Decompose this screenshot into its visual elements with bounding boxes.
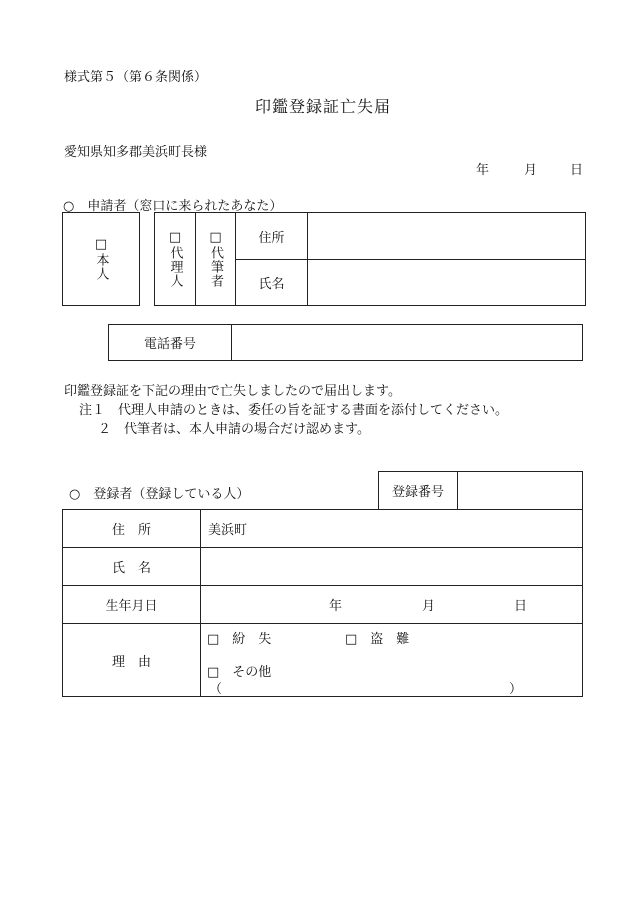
reason-stolen-checkbox[interactable]: □ 盗 難 bbox=[345, 632, 410, 647]
date-day-label: 日 bbox=[570, 163, 584, 178]
reg-number-field[interactable] bbox=[465, 472, 580, 509]
proxy-checkbox[interactable] bbox=[155, 213, 195, 305]
date-month-label: 月 bbox=[524, 163, 538, 178]
registrant-address-label: 住 所 bbox=[111, 523, 151, 538]
phone-field[interactable] bbox=[239, 325, 579, 360]
birth-label: 生年月日 bbox=[105, 599, 158, 614]
birth-month-label: 月 bbox=[422, 599, 436, 614]
scribe-label: □代筆者 bbox=[208, 230, 223, 288]
statement: 印鑑登録証を下記の理由で亡失しましたので届出します。 bbox=[64, 384, 401, 399]
registrant-name-label: 氏 名 bbox=[111, 561, 151, 576]
registrant-name-field[interactable] bbox=[208, 548, 578, 585]
applicant-name-field[interactable] bbox=[315, 260, 583, 305]
reason-open-paren: （ bbox=[209, 682, 223, 697]
proxy-label: □代理人 bbox=[167, 230, 183, 288]
name-label: 氏名 bbox=[258, 277, 285, 292]
self-checkbox[interactable] bbox=[62, 212, 140, 306]
self-label: □本人 bbox=[93, 237, 109, 281]
reason-label: 理 由 bbox=[111, 654, 151, 670]
applicant-heading: ○ 申請者（窓口に来られたあなた） bbox=[63, 199, 283, 214]
birth-year-label: 年 bbox=[329, 599, 343, 614]
reg-number-label: 登録番号 bbox=[391, 485, 444, 500]
note-1: 注１ 代理人申請のときは、委任の旨を証する書面を添付してください。 bbox=[79, 403, 509, 418]
phone-label: 電話番号 bbox=[143, 337, 196, 352]
applicant-table bbox=[154, 212, 586, 306]
registrant-table bbox=[62, 509, 583, 697]
birth-day-label: 日 bbox=[514, 599, 528, 614]
registrant-address-field[interactable]: 美浜町 bbox=[208, 523, 248, 538]
form-number: 様式第５（第６条関係） bbox=[64, 70, 208, 85]
applicant-address-field[interactable] bbox=[315, 213, 583, 259]
note-2: ２ 代筆者は、本人申請の場合だけ認めます。 bbox=[98, 422, 370, 437]
date-year-label: 年 bbox=[476, 163, 490, 178]
reg-number-box bbox=[378, 471, 583, 510]
reason-lost-checkbox[interactable]: □ 紛 失 bbox=[207, 632, 272, 647]
phone-table bbox=[108, 324, 583, 361]
reason-other-checkbox[interactable]: □ その他 bbox=[207, 665, 272, 680]
address-label: 住所 bbox=[258, 230, 285, 246]
addressee: 愛知県知多郡美浜町長様 bbox=[64, 145, 208, 160]
page-title: 印鑑登録証亡失届 bbox=[255, 97, 392, 116]
reason-close-paren: ） bbox=[509, 682, 523, 697]
registrant-heading: ○ 登録者（登録している人） bbox=[69, 487, 250, 502]
scribe-checkbox[interactable] bbox=[196, 213, 235, 305]
